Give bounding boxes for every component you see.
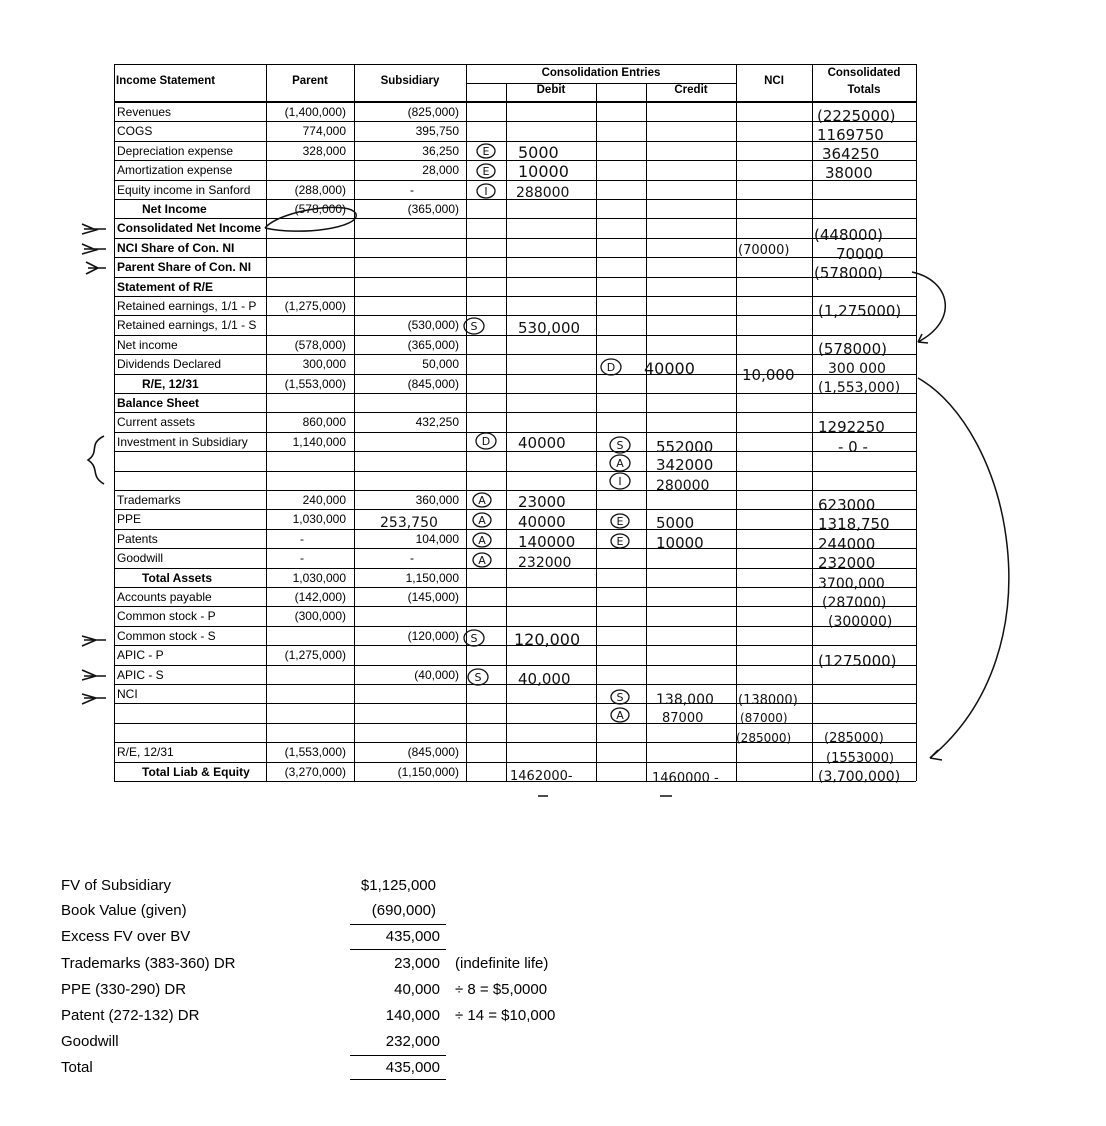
row-label: Dividends Declared — [117, 357, 222, 372]
row-label: R/E, 12/31 — [117, 745, 174, 760]
schedule-label: FV of Subsidiary — [61, 877, 172, 894]
letter-e: E — [616, 535, 624, 548]
parent-value: (1,553,000) — [284, 376, 346, 391]
hw-debit-re-s: 530,000 — [518, 319, 581, 337]
hw-con-re-p: (1,275000) — [818, 302, 902, 320]
hw-con-nci-share: 70000 — [836, 245, 884, 263]
letter-e: E — [482, 145, 490, 158]
row-label: Retained earnings, 1/1 - P — [117, 299, 257, 313]
subsidiary-value: (845,000) — [407, 745, 459, 760]
hw-nci-a: (87000) — [740, 711, 788, 725]
letter-d: D — [481, 435, 491, 448]
row-label: Common stock - P — [117, 609, 216, 624]
hw-credit-ppe: 5000 — [656, 514, 695, 532]
hw-con-cogs: 1169750 — [817, 126, 884, 144]
schedule-label: PPE (330-290) DR — [61, 981, 187, 998]
schedule-rule — [350, 1079, 446, 1080]
hw-debit-equity: 288000 — [516, 185, 570, 201]
hw-con-depr: 364250 — [822, 145, 880, 163]
hw-con-amort: 38000 — [825, 164, 873, 182]
row-label: NCI Share of Con. NI — [117, 240, 235, 255]
schedule-value: 40,000 — [394, 981, 440, 998]
subsidiary-value: (530,000) — [407, 318, 459, 333]
row-label: Retained earnings, 1/1 - S — [117, 318, 257, 333]
subsidiary-value: 432,250 — [415, 415, 459, 430]
parent-value: 1,030,000 — [292, 512, 346, 527]
hw-debit-cs-s: 120,000 — [514, 630, 581, 649]
subsidiary-value: (365,000) — [407, 202, 459, 216]
schedule-note: ÷ 8 = $5,0000 — [455, 981, 548, 998]
schedule-value: 435,000 — [385, 928, 440, 945]
hw-nci-share: (70000) — [738, 243, 790, 258]
header-income-statement: Income Statement — [116, 75, 216, 87]
letter-a: A — [616, 709, 624, 722]
header-nci: NCI — [764, 75, 784, 87]
subsidiary-value: - — [410, 551, 414, 566]
schedule-value: 435,000 — [385, 1059, 440, 1076]
hw-con-ni: (448000) — [814, 226, 883, 244]
parent-value: - — [300, 551, 304, 566]
letter-a: A — [478, 494, 486, 507]
subsidiary-value: 50,000 — [422, 357, 459, 372]
row-label: Statement of R/E — [117, 279, 214, 294]
header-consolidation-entries: Consolidation Entries — [541, 67, 661, 79]
row-label: COGS — [117, 124, 153, 139]
row-label: Total Liab & Equity — [142, 764, 250, 779]
hw-con-ppe: 1318,750 — [818, 515, 890, 533]
row-label: Consolidated Net Income — [117, 221, 262, 236]
row-label: Current assets — [117, 415, 196, 430]
subsidiary-value: 28,000 — [422, 163, 459, 178]
hw-con-total-le: (3,700,000) — [818, 769, 901, 785]
letter-s: S — [470, 320, 478, 333]
hw-credit-nci-a: 87000 — [662, 711, 704, 726]
row-label: Accounts payable — [117, 590, 212, 604]
hw-credit-invest-a: 342000 — [656, 456, 714, 474]
hw-debit-ppe: 40000 — [518, 513, 566, 531]
schedule-label: Book Value (given) — [61, 902, 187, 919]
hw-con-apic-p: (1275000) — [818, 652, 897, 670]
hw-con-patents: 244000 — [818, 535, 876, 553]
row-label: Revenues — [117, 105, 172, 119]
hw-con-goodwill: 232000 — [818, 554, 876, 572]
row-label: Net Income — [142, 202, 207, 216]
parent-value: 1,140,000 — [292, 434, 346, 449]
hw-debit-goodwill: 232000 — [518, 555, 572, 571]
letter-s: S — [470, 632, 478, 645]
schedule-label: Patent (272-132) DR — [61, 1007, 200, 1024]
subsidiary-value: - — [410, 182, 414, 197]
hw-subsidiary-ppe: 253,750 — [380, 515, 438, 531]
subsidiary-value: (825,000) — [407, 105, 459, 119]
row-label: Equity income in Sanford — [117, 182, 251, 197]
header-totals: Totals — [847, 84, 881, 96]
row-label: Total Assets — [142, 570, 213, 585]
letter-a: A — [478, 534, 486, 547]
hw-con-current-assets: 1292250 — [818, 418, 885, 436]
subsidiary-value: 1,150,000 — [405, 570, 459, 585]
parent-value: (3,270,000) — [284, 764, 346, 779]
schedule-note: ÷ 14 = $10,000 — [455, 1007, 556, 1024]
schedule-rule — [350, 949, 446, 950]
subsidiary-value: 395,750 — [415, 124, 459, 139]
header-parent: Parent — [292, 75, 328, 87]
parent-value: 240,000 — [302, 493, 346, 507]
row-label: Balance Sheet — [117, 396, 200, 410]
header-credit: Credit — [674, 84, 708, 96]
parent-value: (1,275,000) — [284, 299, 346, 313]
hw-credit-invest-s: 552000 — [656, 438, 714, 456]
hw-con-nci: (285000) — [824, 731, 884, 746]
hw-nci-dividends: 10,000 — [742, 366, 795, 384]
letter-i: I — [618, 475, 622, 488]
hw-debit-depr: 5000 — [518, 143, 559, 162]
parent-value: 774,000 — [302, 124, 346, 139]
hw-debit-total: 1462000- — [510, 769, 573, 784]
hw-con-re-bs: (1553000) — [826, 751, 895, 766]
row-label: Amortization expense — [117, 163, 233, 178]
row-label: Net income — [117, 337, 178, 352]
hw-debit-patents: 140000 — [518, 533, 576, 551]
schedule-rule — [350, 1055, 446, 1056]
hw-credit-patents: 10000 — [656, 534, 704, 552]
row-label: APIC - P — [117, 648, 164, 663]
parent-value: (578,000) — [294, 202, 346, 216]
hw-credit-dividends: 40000 — [644, 359, 695, 378]
schedule-label: Excess FV over BV — [61, 928, 191, 945]
hw-con-parent-share: (578000) — [814, 264, 883, 282]
letter-s: S — [616, 691, 624, 704]
hw-con-revenues: (2225000) — [817, 107, 896, 125]
parent-value: - — [300, 531, 304, 546]
hw-debit-trademarks: 23000 — [518, 493, 566, 511]
header-debit: Debit — [536, 84, 566, 96]
parent-value: 1,030,000 — [292, 570, 346, 585]
hw-debit-apic-s: 40,000 — [518, 670, 571, 688]
schedule-value: 232,000 — [385, 1033, 440, 1050]
parent-value: 328,000 — [302, 143, 346, 158]
parent-value: (300,000) — [294, 609, 346, 624]
row-label: Common stock - S — [117, 628, 216, 643]
subsidiary-value: (145,000) — [407, 590, 459, 604]
header-subsidiary: Subsidiary — [380, 75, 440, 87]
hw-con-trademarks: 623000 — [818, 496, 876, 514]
hw-con-net-income: (578000) — [818, 340, 887, 358]
hw-con-dividends: 300 000 — [828, 361, 886, 377]
schedule-label: Trademarks (383-360) DR — [61, 955, 236, 972]
parent-value: (1,400,000) — [284, 105, 346, 119]
letter-d: D — [606, 361, 616, 374]
parent-value: (1,553,000) — [284, 745, 346, 760]
letter-a: A — [616, 457, 624, 470]
hw-nci-s: (138000) — [738, 693, 798, 708]
schedule-rule — [350, 924, 446, 925]
row-label: PPE — [117, 512, 142, 527]
subsidiary-value: (120,000) — [407, 628, 459, 643]
hw-con-total-assets: 3700,000 — [818, 576, 885, 592]
subsidiary-value: (1,150,000) — [397, 764, 459, 779]
schedule-value: (690,000) — [371, 902, 436, 919]
schedule-label: Goodwill — [61, 1033, 119, 1050]
hw-con-cs-p: (300000) — [828, 614, 893, 630]
subsidiary-value: 36,250 — [422, 143, 459, 158]
letter-i: I — [484, 185, 488, 198]
header-consolidated: Consolidated — [827, 67, 901, 79]
hw-debit-amort: 10000 — [518, 162, 569, 181]
row-label: Parent Share of Con. NI — [117, 260, 252, 275]
hw-credit-nci-s: 138,000 — [656, 692, 714, 708]
row-label: Goodwill — [117, 551, 164, 566]
letter-s: S — [474, 671, 482, 684]
row-label: APIC - S — [117, 667, 164, 682]
hw-con-ap: (287000) — [822, 595, 887, 611]
schedule-value: $1,125,000 — [360, 877, 436, 894]
subsidiary-value: (365,000) — [407, 337, 459, 352]
schedule-value: 23,000 — [394, 955, 440, 972]
hw-nci-total: (285000) — [736, 731, 792, 745]
letter-a: A — [478, 514, 486, 527]
letter-e: E — [616, 515, 624, 528]
letter-s: S — [616, 439, 624, 452]
row-label: Investment in Subsidiary — [117, 434, 248, 449]
hw-con-re-end: (1,553,000) — [818, 380, 901, 396]
schedule-label: Total — [61, 1059, 93, 1076]
hw-con-investment: - 0 - — [838, 438, 868, 456]
parent-value: (578,000) — [294, 337, 346, 352]
schedule-note: (indefinite life) — [455, 955, 549, 972]
parent-value: (288,000) — [294, 182, 346, 197]
schedule-value: 140,000 — [385, 1007, 440, 1024]
row-label: NCI — [117, 687, 138, 701]
hw-debit-invest: 40000 — [518, 434, 566, 452]
letter-e: E — [482, 165, 490, 178]
hw-credit-total: 1460000 - — [652, 771, 719, 786]
parent-value: 300,000 — [302, 357, 346, 372]
parent-value: (1,275,000) — [284, 648, 346, 663]
hw-credit-invest-i: 280000 — [656, 478, 710, 494]
subsidiary-value: (845,000) — [407, 376, 459, 391]
parent-value: 860,000 — [302, 415, 346, 430]
subsidiary-value: (40,000) — [414, 667, 459, 682]
subsidiary-value: 104,000 — [415, 531, 459, 546]
parent-value: (142,000) — [294, 590, 346, 604]
row-label: Trademarks — [117, 493, 181, 507]
row-label: R/E, 12/31 — [142, 376, 199, 391]
row-label: Patents — [117, 531, 158, 546]
row-label: Depreciation expense — [117, 143, 234, 158]
letter-a: A — [478, 554, 486, 567]
subsidiary-value: 360,000 — [415, 493, 459, 507]
